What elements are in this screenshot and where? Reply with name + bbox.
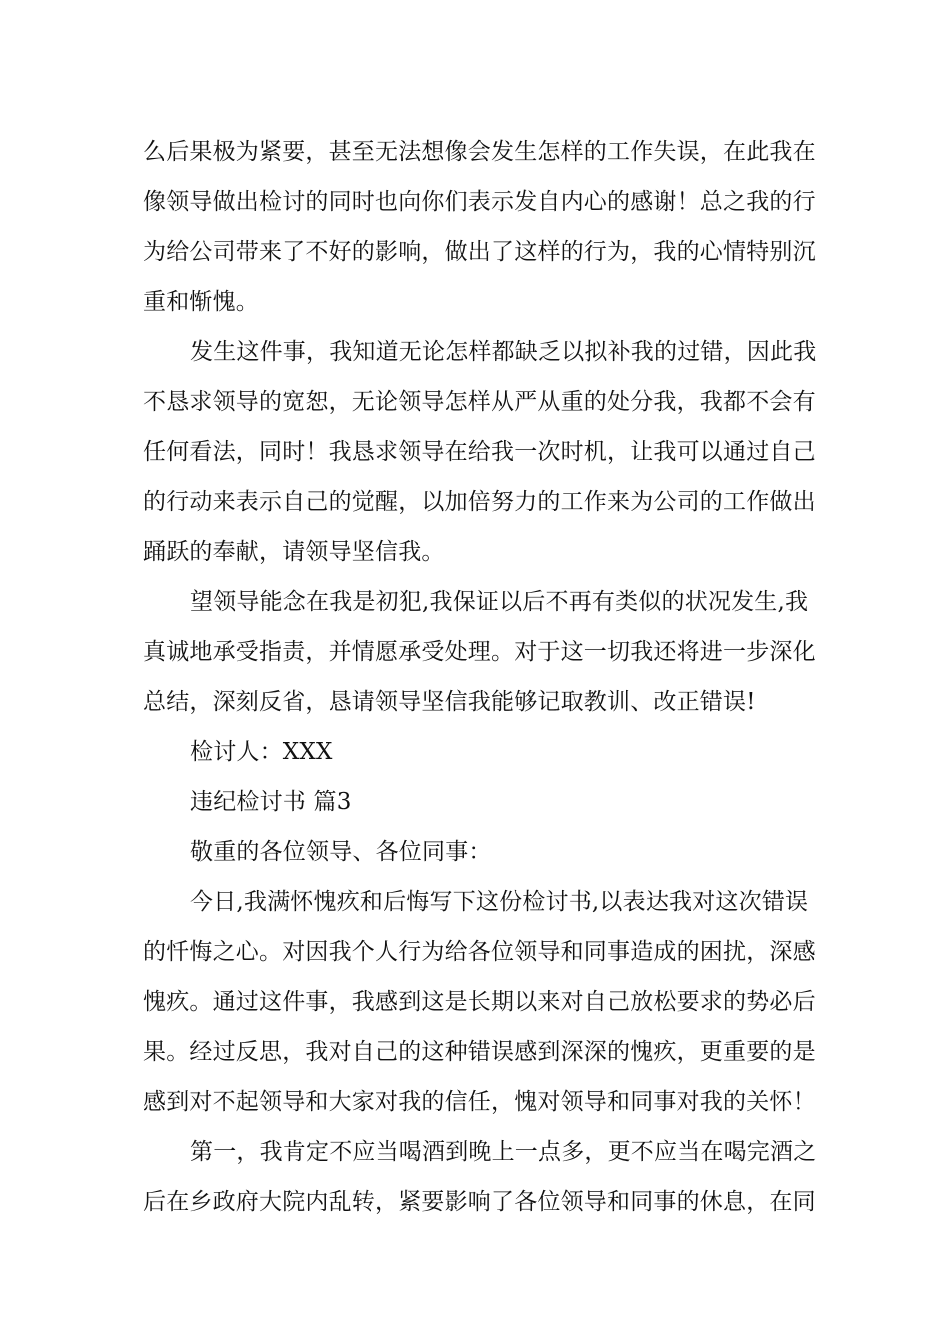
salutation: 敬重的各位领导、各位同事： xyxy=(190,839,492,865)
text-line: 后在乡政府大院内乱转，紧要影响了各位领导和同事的休息，在同 xyxy=(143,1189,816,1215)
text-line: 真诚地承受指责，并情愿承受处理。对于这一切我还将进一步深化 xyxy=(143,639,816,665)
text-line: 果。经过反思，我对自己的这种错误感到深深的愧疚，更重要的是 xyxy=(143,1039,816,1065)
text-line: 的行动来表示自己的觉醒，以加倍努力的工作来为公司的工作做出 xyxy=(143,489,816,515)
signature-line: 检讨人：XXX xyxy=(190,739,333,765)
paragraph-start-line: 发生这件事，我知道无论怎样都缺乏以拟补我的过错，因此我 xyxy=(190,339,817,365)
text-line: 踊跃的奉献，请领导坚信我。 xyxy=(143,539,445,565)
text-line: 为给公司带来了不好的影响，做出了这样的行为，我的心情特别沉 xyxy=(143,239,816,265)
text-line: 像领导做出检讨的同时也向你们表示发自内心的感谢！总之我的行 xyxy=(143,189,816,215)
text-line: 不恳求领导的宽恕，无论领导怎样从严从重的处分我，我都不会有 xyxy=(143,389,816,415)
text-line: 愧疚。通过这件事，我感到这是长期以来对自己放松要求的势必后 xyxy=(143,989,816,1015)
paragraph-start-line: 望领导能念在我是初犯,我保证以后不再有类似的状况发生,我 xyxy=(190,589,809,615)
text-line: 任何看法，同时！我恳求领导在给我一次时机，让我可以通过自己 xyxy=(143,439,816,465)
text-line: 感到对不起领导和大家对我的信任，愧对领导和同事对我的关怀！ xyxy=(143,1089,816,1115)
paragraph-start-line: 第一，我肯定不应当喝酒到晚上一点多，更不应当在喝完酒之 xyxy=(190,1139,817,1165)
text-line: 的忏悔之心。对因我个人行为给各位领导和同事造成的困扰，深感 xyxy=(143,939,816,965)
section-heading: 违纪检讨书 篇3 xyxy=(190,789,352,815)
text-line: 么后果极为紧要，甚至无法想像会发生怎样的工作失误，在此我在 xyxy=(143,139,816,165)
text-line: 总结，深刻反省，恳请领导坚信我能够记取教训、改正错误! xyxy=(143,689,756,715)
text-line: 重和惭愧。 xyxy=(143,289,259,315)
paragraph-start-line: 今日,我满怀愧疚和后悔写下这份检讨书,以表达我对这次错误 xyxy=(190,889,809,915)
